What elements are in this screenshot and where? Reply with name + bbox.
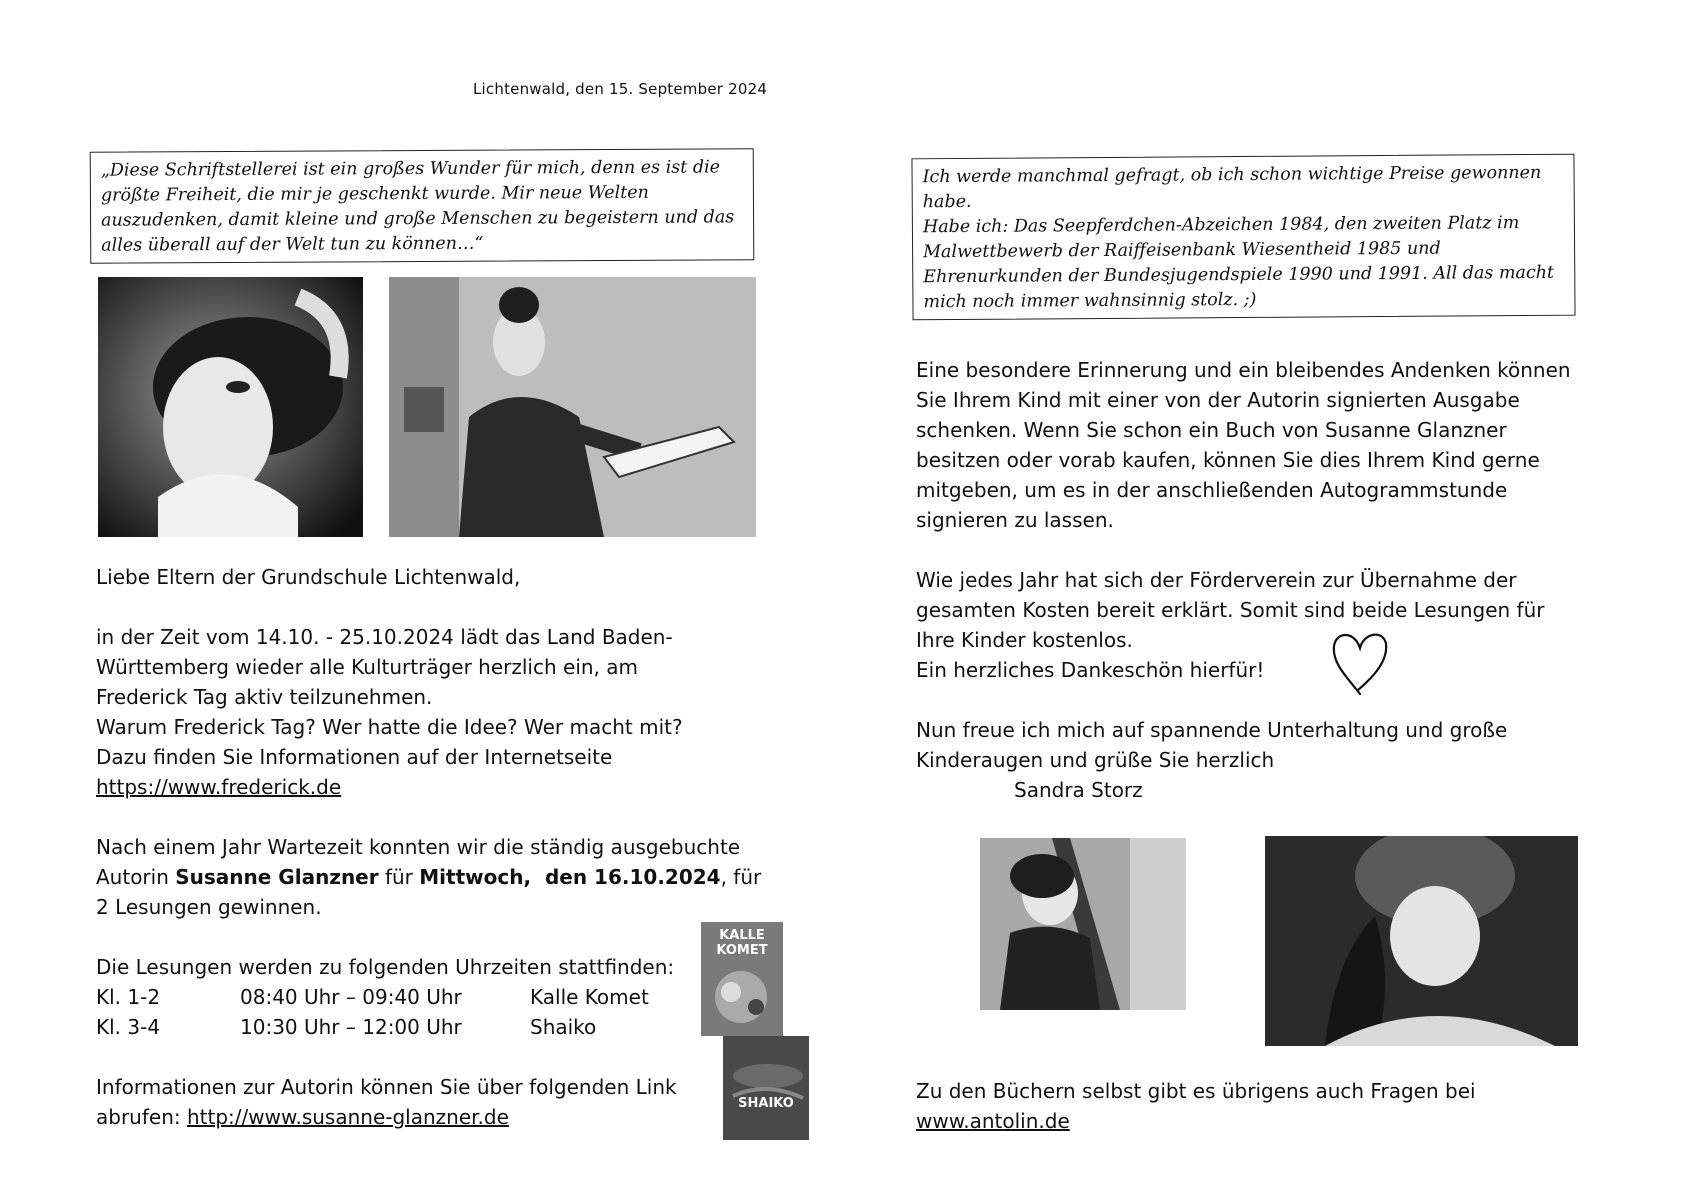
author-name: Susanne Glanzner (175, 865, 379, 889)
book-title: SHAIKO (738, 1096, 794, 1111)
author-para-line: Nach einem Jahr Wartezeit konnten wir die ständig ausgebuchte (96, 835, 741, 859)
intro-line: Dazu finden Sie Informationen auf der Internetseite (96, 745, 613, 769)
quote-line: Ehrenurkunden der Bundesjugendspiele 1990 und 1991. All das macht (923, 262, 1555, 288)
greeting: Liebe Eltern der Grundschule Lichtenwald, (96, 565, 521, 589)
closing-line: Nun freue ich mich auf spannende Unterhaltung und große (916, 718, 1508, 742)
schedule-book: Shaiko (530, 1015, 597, 1039)
author-photo-knit-hat (1265, 836, 1578, 1046)
para1-line: besitzen oder vorab kaufen, können Sie dies Ihrem Kind gerne (916, 448, 1540, 472)
para1-line: Eine besondere Erinnerung und ein bleibendes Andenken können (916, 358, 1571, 382)
intro-line: in der Zeit vom 14.10. - 25.10.2024 lädt das Land Baden- (96, 625, 673, 649)
intro-line: Frederick Tag aktiv teilzunehmen. (96, 685, 433, 709)
author-photo-laughing (980, 838, 1186, 1010)
schedule-table (96, 982, 786, 1042)
quote-line: auszudenken, damit kleine und große Menschen zu begeistern und das (101, 207, 735, 231)
para1-line: Sie Ihrem Kind mit einer von der Autorin signierten Ausgabe (916, 388, 1520, 412)
heart-icon (1328, 628, 1392, 698)
intro-line: Württemberg wieder alle Kulturträger herzlich ein, am (96, 655, 639, 679)
schedule-intro: Die Lesungen werden zu folgenden Uhrzeiten stattfinden: (96, 955, 675, 979)
schedule-row (96, 1012, 786, 1042)
quote-line: alles überall auf der Welt tun zu können…“ (101, 233, 484, 256)
author-website-link[interactable]: http://www.susanne-glanzner.de (186, 1105, 509, 1129)
footer-text: Zu den Büchern selbst gibt es übrigens auch Fragen bei (916, 1079, 1476, 1103)
para2-line: gesamten Kosten bereit erklärt. Somit sind beide Lesungen für (916, 598, 1545, 622)
quote-line: Ich werde manchmal gefragt, ob ich schon wichtige Preise gewonnen (922, 162, 1542, 188)
quote-line: mich noch immer wahnsinnig stolz. ;) (923, 289, 1257, 313)
left-letter-body (96, 562, 786, 1132)
schedule-class: Kl. 3-4 (96, 1015, 161, 1039)
author-photo-portrait (98, 277, 363, 537)
info-line: Informationen zur Autorin können Sie über folgenden Link (96, 1075, 677, 1099)
frederick-link[interactable]: https://www.frederick.de (96, 775, 342, 799)
quote-line: habe. (922, 191, 972, 213)
right-letter-body (916, 355, 1636, 805)
closing-line: Kinderaugen und grüße Sie herzlich (916, 748, 1275, 772)
signature: Sandra Storz (1014, 778, 1143, 802)
prizes-quote-box (911, 154, 1575, 321)
book-title: KALLE KOMET (716, 928, 768, 958)
reading-date: Mittwoch, den 16.10.2024 (419, 865, 721, 889)
author-para-line: 2 Lesungen gewinnen. (96, 895, 322, 919)
para2-line: Wie jedes Jahr hat sich der Förderverein zur Übernahme der (916, 568, 1517, 592)
date-line: Lichtenwald, den 15. September 2024 (473, 80, 768, 98)
quote-line: Malwettbewerb der Raiffeisenbank Wiesentheid 1985 und (923, 238, 1441, 263)
intro-line: Warum Frederick Tag? Wer hatte die Idee? Wer macht mit? (96, 715, 683, 739)
para1-line: signieren zu lassen. (916, 508, 1114, 532)
para1-line: mitgeben, um es in der anschließenden Autogrammstunde (916, 478, 1508, 502)
schedule-time: 08:40 Uhr – 09:40 Uhr (240, 985, 462, 1009)
quote-line: Habe ich: Das Seepferdchen-Abzeichen 1984, den zweiten Platz im (922, 213, 1520, 238)
para2-line: Ihre Kinder kostenlos. (916, 628, 1133, 652)
author-quote-box (90, 148, 755, 263)
schedule-class: Kl. 1-2 (96, 985, 161, 1009)
author-photo-reading (389, 277, 756, 537)
quote-line: „Diese Schriftstellerei ist ein großes Wunder für mich, denn es ist die (100, 157, 721, 181)
right-footer (916, 1076, 1616, 1136)
author-para-line: Autorin Susanne Glanzner für Mittwoch, den 16.10.2024, für (96, 865, 762, 889)
book-cover-kalle-komet (701, 922, 783, 1036)
schedule-row (96, 982, 786, 1012)
para1-line: schenken. Wenn Sie schon ein Buch von Susanne Glanzner (916, 418, 1507, 442)
schedule-time: 10:30 Uhr – 12:00 Uhr (240, 1015, 462, 1039)
para2-line: Ein herzliches Dankeschön hierfür! (916, 658, 1265, 682)
quote-line: größte Freiheit, die mir je geschenkt wurde. Mir neue Welten (100, 182, 649, 206)
info-line: abrufen: http://www.susanne-glanzner.de (96, 1105, 509, 1129)
schedule-book: Kalle Komet (530, 985, 649, 1009)
book-cover-shaiko (723, 1036, 809, 1140)
antolin-link[interactable]: www.antolin.de (916, 1109, 1070, 1133)
